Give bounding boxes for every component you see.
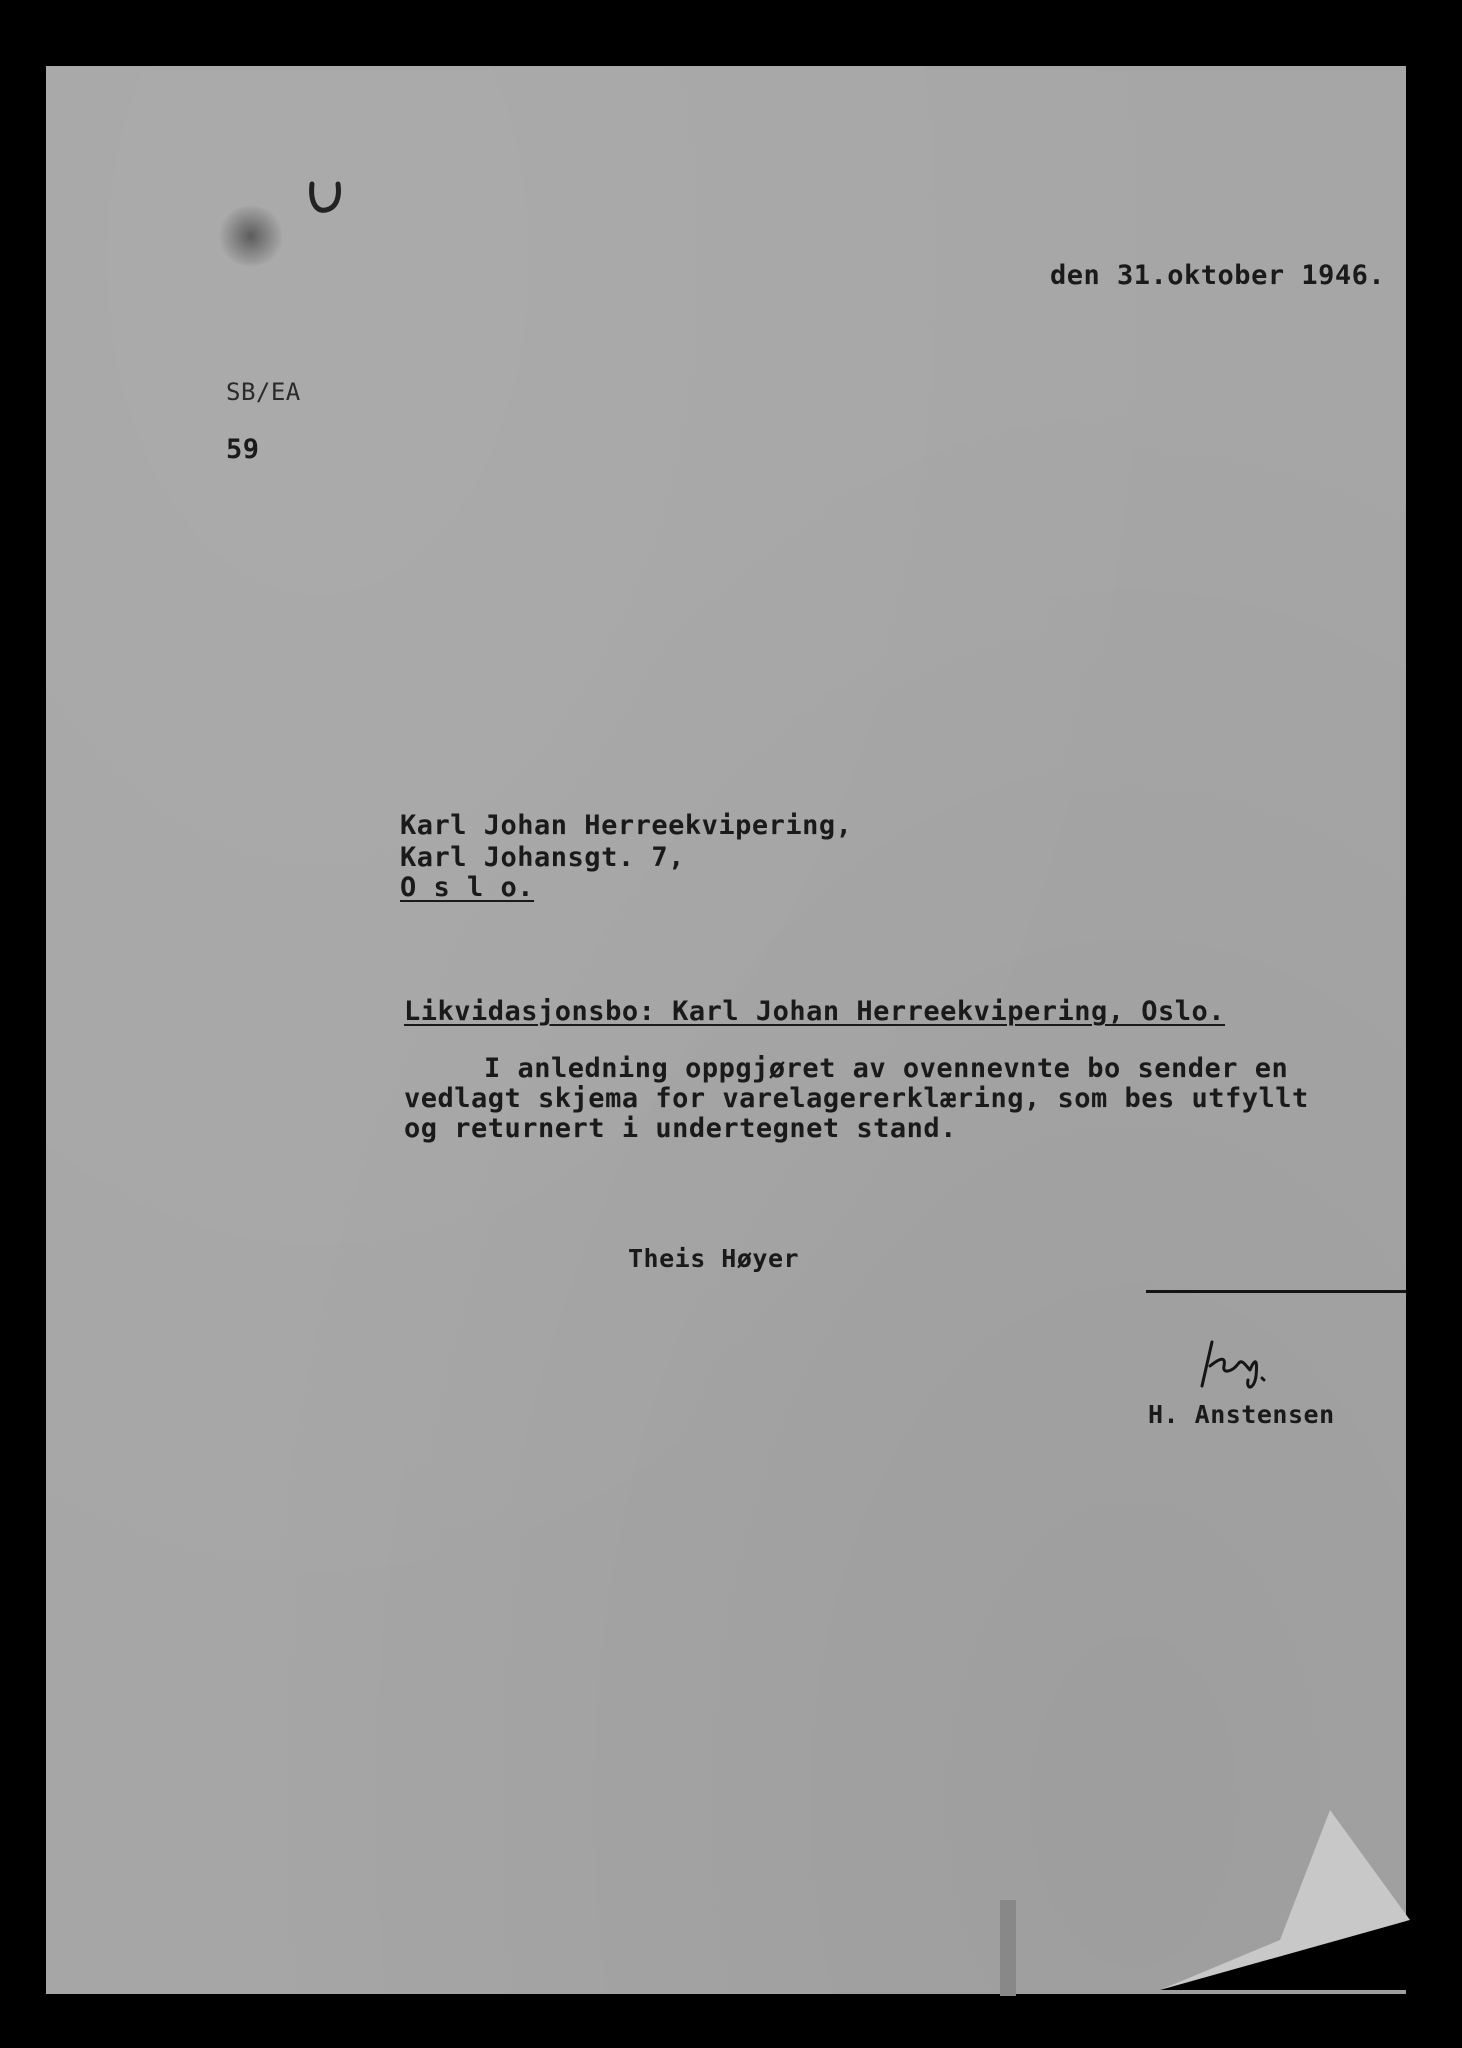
folded-corner <box>1160 1800 1410 1990</box>
letter-subject: Likvidasjonsbo: Karl Johan Herreekvipering, Oslo. <box>404 996 1226 1027</box>
paper-tab <box>1000 1900 1016 1996</box>
letter-date: den 31.oktober 1946. <box>1050 260 1386 291</box>
reference-number: 59 <box>226 434 260 465</box>
sender-name: Theis Høyer <box>628 1244 800 1273</box>
letter-body <box>404 1054 1309 1144</box>
pencil-mark-icon <box>306 178 346 218</box>
handwritten-signature <box>1196 1336 1276 1392</box>
letter-page <box>46 66 1406 1994</box>
ink-smudge <box>216 206 286 266</box>
reference-initials: SB/EA <box>226 378 301 406</box>
recipient-street: Karl Johansgt. 7, <box>400 842 685 873</box>
body-line: vedlagt skjema for varelagererklæring, som bes utfyllt <box>404 1083 1309 1114</box>
body-line: I anledning oppgjøret av ovennevnte bo sender en <box>484 1053 1289 1084</box>
signer-name: H. Anstensen <box>1148 1400 1335 1429</box>
body-line: og returnert i undertegnet stand. <box>404 1113 957 1144</box>
signature-line <box>1146 1290 1406 1293</box>
recipient-city: O s l o. <box>400 872 535 903</box>
recipient-name: Karl Johan Herreekvipering, <box>400 810 853 841</box>
